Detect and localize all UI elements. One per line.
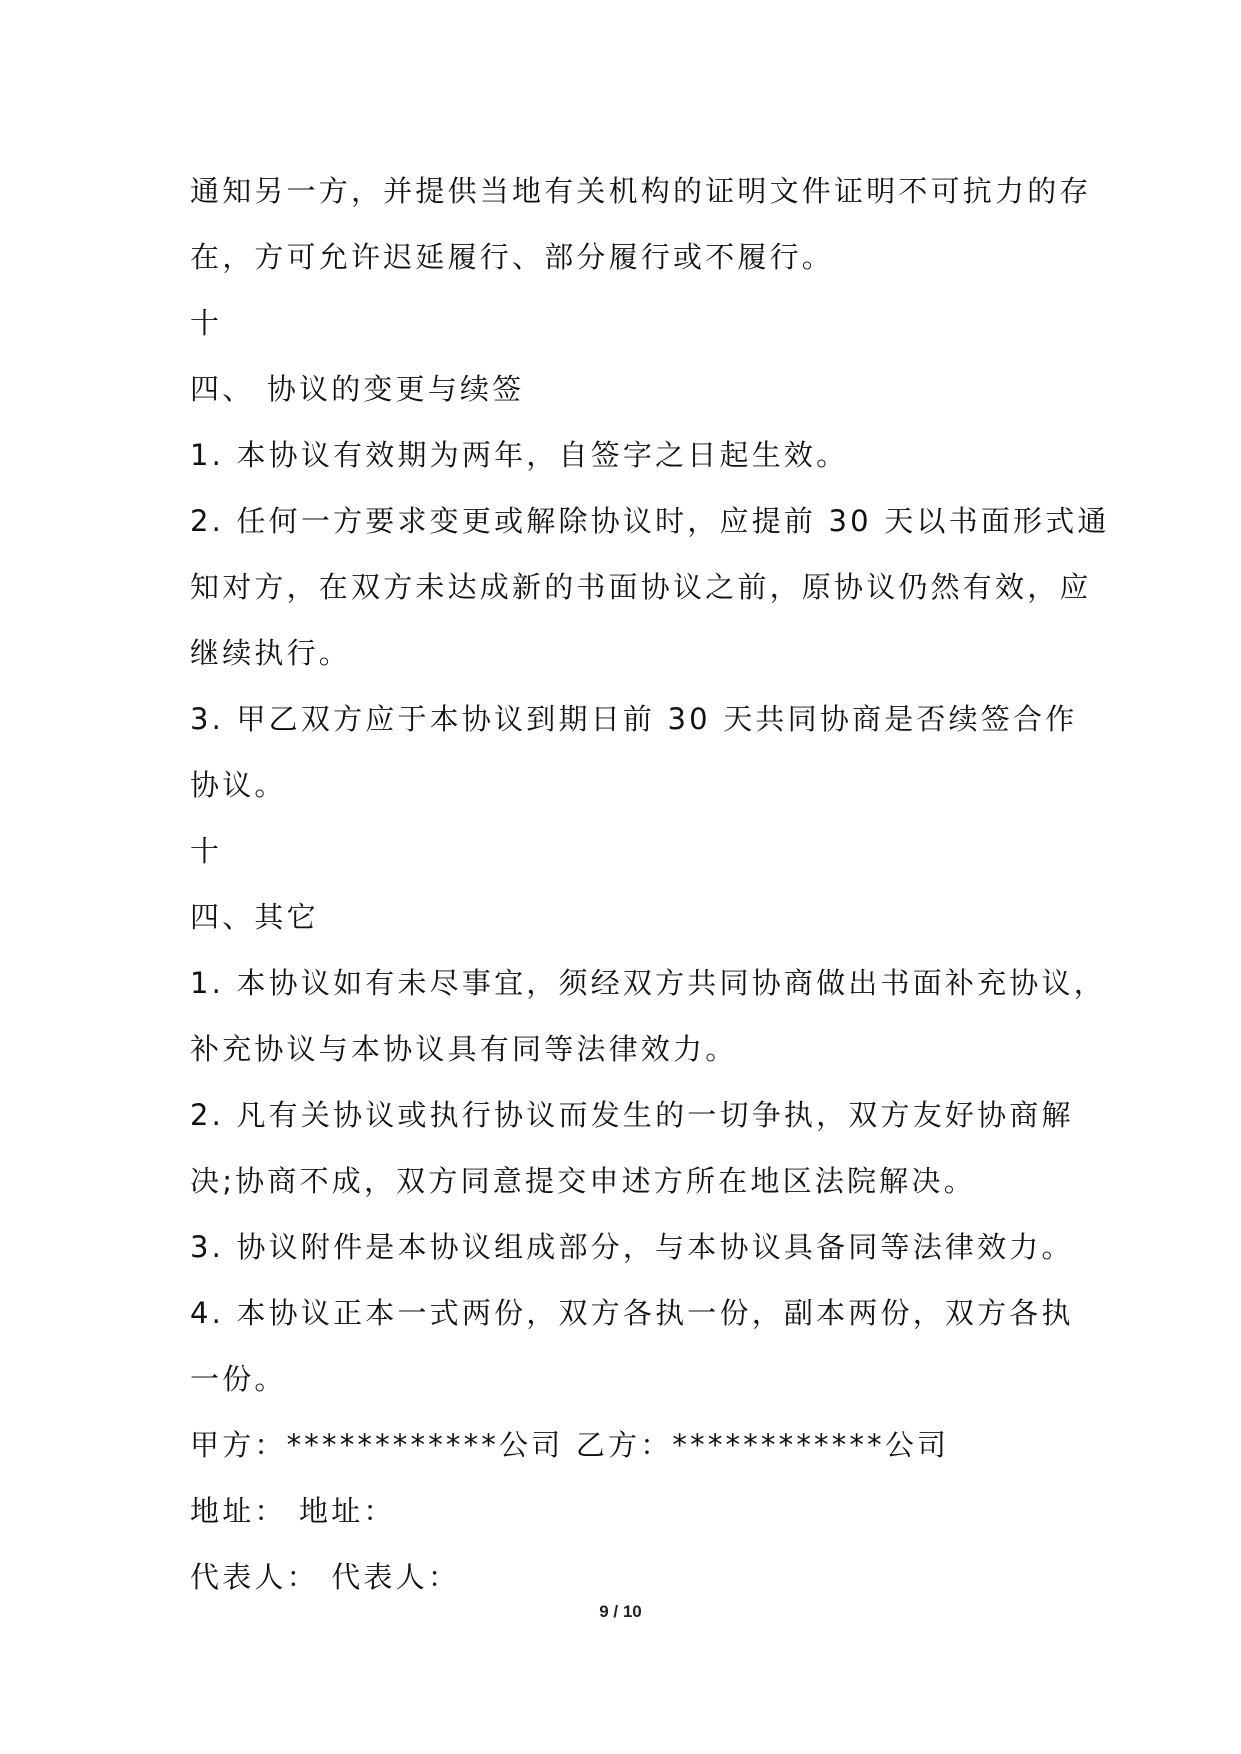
section-number-line: 十 (190, 834, 223, 868)
document-body (190, 158, 1110, 1610)
clause-item: 1. 本协议如有未尽事宜，须经双方共同协商做出书面补充协议， (190, 966, 1106, 1000)
body-line: 补充协议与本协议具有同等法律效力。 (190, 1032, 738, 1066)
page-number: 9 / 10 (599, 1602, 642, 1621)
clause-item: 3. 甲乙双方应于本协议到期日前 30 天共同协商是否续签合作 (190, 702, 1078, 736)
clause-item: 1. 本协议有效期为两年，自签字之日起生效。 (190, 438, 849, 472)
body-line: 通知另一方，并提供当地有关机构的证明文件证明不可抗力的存 (190, 174, 1092, 208)
body-line: 决;协商不成，双方同意提交申述方所在地区法院解决。 (190, 1164, 976, 1198)
section-heading-change-renewal: 四、 协议的变更与续签 (190, 372, 525, 406)
body-line: 协议。 (190, 768, 287, 802)
signature-address-line: 地址： 地址： (190, 1494, 396, 1528)
signature-parties-line: 甲方：************公司 乙方：************公司 (190, 1428, 950, 1462)
body-line: 在，方可允许迟延履行、部分履行或不履行。 (190, 240, 835, 274)
signature-representative-line: 代表人： 代表人： (190, 1560, 461, 1594)
clause-item: 3. 协议附件是本协议组成部分，与本协议具备同等法律效力。 (190, 1230, 1074, 1264)
body-line: 一份。 (190, 1362, 287, 1396)
section-number-line: 十 (190, 306, 223, 340)
section-heading-other: 四、其它 (190, 900, 319, 934)
clause-item: 2. 凡有关协议或执行协议而发生的一切争执，双方友好协商解 (190, 1098, 1074, 1132)
clause-item: 4. 本协议正本一式两份，双方各执一份，副本两份，双方各执 (190, 1296, 1074, 1330)
body-line: 继续执行。 (190, 636, 352, 670)
clause-item: 2. 任何一方要求变更或解除协议时，应提前 30 天以书面形式通 (190, 504, 1110, 538)
body-line: 知对方，在双方未达成新的书面协议之前，原协议仍然有效，应 (190, 570, 1092, 604)
